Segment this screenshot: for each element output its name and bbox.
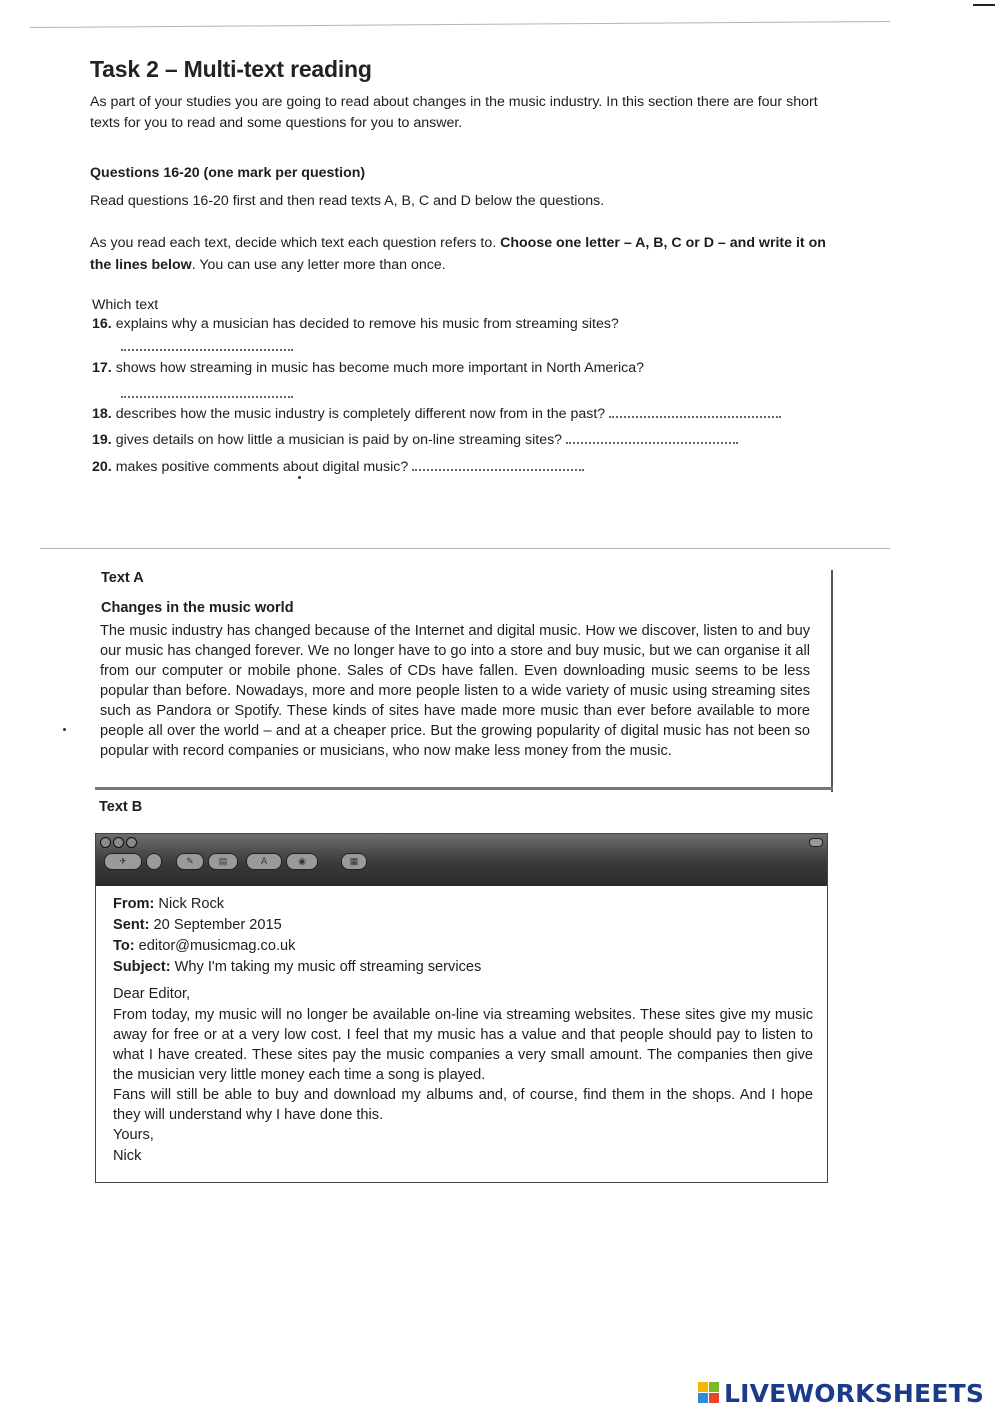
- scan-speck: [63, 728, 66, 731]
- question-20: 20. makes positive comments about digital music?: [92, 457, 584, 475]
- email-window: [95, 833, 828, 1183]
- liveworksheets-logo: [698, 1378, 984, 1408]
- email-toolbar: [96, 834, 827, 886]
- zoom-window-icon[interactable]: [126, 837, 137, 848]
- questions-heading: Questions 16-20 (one mark per question): [90, 165, 366, 181]
- email-to: To: editor@musicmag.co.uk: [113, 938, 296, 954]
- close-window-icon[interactable]: [100, 837, 111, 848]
- corner-mark: [973, 4, 995, 6]
- question-18: 18. describes how the music industry is completely different now from in the past?: [92, 404, 781, 422]
- email-content: [113, 894, 813, 1167]
- answer-line-17[interactable]: [121, 384, 293, 398]
- email-greeting: Dear Editor,: [113, 986, 191, 1002]
- instruction-bold: Choose one letter – A, B, C or D – and write it on the lines below: [90, 235, 826, 273]
- answer-line-20[interactable]: [412, 457, 584, 471]
- logo-mark-icon: [698, 1382, 720, 1404]
- text-b-label: Text B: [99, 799, 143, 815]
- intro-paragraph: As part of your studies you are going to read about changes in the music industry. In this section there are four short texts for you to read and some questions for you to answer.: [90, 94, 818, 131]
- instruction-read-first: Read questions 16-20 first and then read texts A, B, C and D below the questions.: [90, 193, 605, 209]
- answer-line-19[interactable]: [566, 430, 738, 444]
- top-rule: [30, 21, 890, 28]
- text-a-title: Changes in the music world: [101, 600, 294, 616]
- text-a-label: Text A: [101, 570, 144, 586]
- logo-text: LIVEWORKSHEETS: [724, 1378, 985, 1408]
- minimize-window-icon[interactable]: [113, 837, 124, 848]
- text-a-box-border: [831, 570, 833, 792]
- logo-square: [698, 1382, 708, 1392]
- question-16: 16. explains why a musician has decided to remove his music from streaming sites?: [92, 316, 619, 332]
- text-a-body: The music industry has changed because of the Internet and digital music. How we discover, listen to and buy our music has changed forever. We no longer have to go into a store and buy music, but we can organise it all from our computer or mobile phone. Sales of CDs have fallen. Even downloading music seems to be less popular than before. Nowadays, more and more people listen to a wide variety of music using streaming sites such as Pandora or Spotify. These kinds of sites have made more music than ever before available to more people all over the world – and at a cheaper price. But the growing popularity of digital music has not been so popular with record companies or musicians, who now make less money from the music.: [100, 623, 810, 759]
- question-19: 19. gives details on how little a musician is paid by on-line streaming sites?: [92, 430, 738, 448]
- email-from: From: Nick Rock: [113, 896, 225, 912]
- toolbar-toggle-icon[interactable]: [809, 838, 823, 847]
- email-body-paragraph-2: Fans will still be able to buy and download my albums and, of course, find them in the shops. And I hope they will understand why I have done this.: [113, 1087, 813, 1123]
- instruction-choose-letter: As you read each text, decide which text each question refers to. Choose one letter – A, B, C or D – and write it on the lines below. You can use any letter more than once.: [90, 235, 826, 273]
- attach-icon[interactable]: [146, 853, 162, 870]
- photo-icon[interactable]: ◉: [286, 853, 318, 870]
- email-body-paragraph-1: From today, my music will no longer be available on-line via streaming websites. These sites give my music away for free or at a very low cost. I feel that my music has a value and that people should pay to listen to what I have created. These sites pay the music companies a very small amount. The companies then give the musician very little money each time a song is played.: [113, 1007, 813, 1083]
- edit-icon[interactable]: ✎: [176, 853, 204, 870]
- email-closing: Yours,: [113, 1127, 154, 1143]
- task-title: Task 2 – Multi-text reading: [90, 56, 372, 82]
- email-signature: Nick: [113, 1148, 142, 1164]
- scan-speck: [298, 476, 301, 479]
- list-icon[interactable]: ▤: [208, 853, 238, 870]
- logo-square: [698, 1393, 708, 1403]
- font-icon[interactable]: A: [246, 853, 282, 870]
- text-a-box-shadow: [95, 787, 833, 790]
- question-17: 17. shows how streaming in music has become much more important in North America?: [92, 360, 645, 376]
- middle-rule: [40, 548, 890, 549]
- document-icon[interactable]: ▦: [341, 853, 367, 870]
- email-subject: Subject: Why I'm taking my music off streaming services: [113, 959, 482, 975]
- logo-square: [709, 1393, 719, 1403]
- answer-line-18[interactable]: [609, 404, 781, 418]
- email-sent: Sent: 20 September 2015: [113, 917, 282, 933]
- send-icon[interactable]: ✈: [104, 853, 142, 870]
- which-text-label: Which text: [92, 297, 159, 313]
- logo-square: [709, 1382, 719, 1392]
- answer-line-16[interactable]: [121, 337, 293, 351]
